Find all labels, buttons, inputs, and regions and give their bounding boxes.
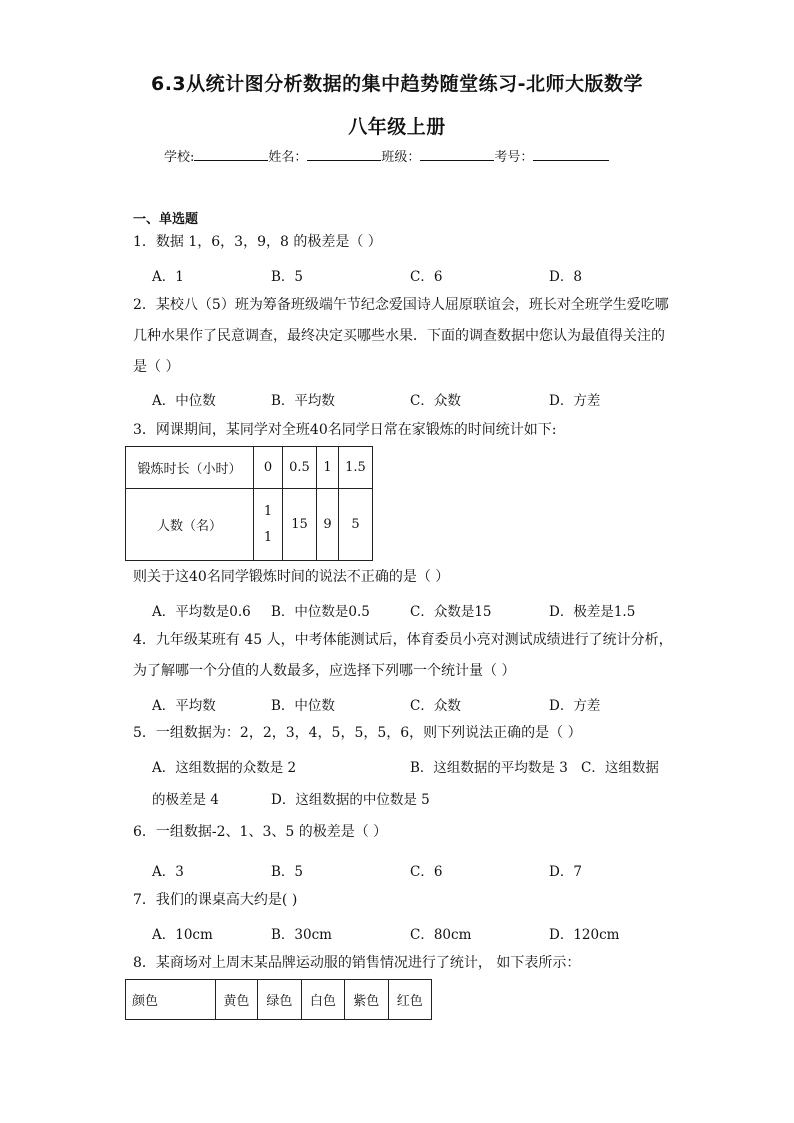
page-title: 6.3从统计图分析数据的集中趋势随堂练习-北师大版数学 [150, 73, 644, 95]
name-label: 姓名： [268, 150, 308, 165]
question-2-line-1: 2．某校八（5）班为筹备班级端午节纪念爱国诗人屈原联谊会，班长对全班学生爱吃哪 [133, 297, 669, 313]
student-info [164, 146, 609, 165]
table-header-cell: 0.5 [283, 447, 317, 489]
sales-color-table [125, 979, 432, 1020]
table-cell: 1 1 [254, 489, 283, 561]
question-1: 1．数据 1，6，3，9，8 的极差是（ ） [133, 234, 382, 250]
q2-option-b[interactable]: B．平均数 [271, 393, 335, 409]
q6-option-d[interactable]: D．7 [549, 864, 582, 880]
question-2-line-3: 是（ ） [133, 359, 180, 375]
q6-option-c[interactable]: C．6 [410, 864, 443, 880]
name-field[interactable] [307, 146, 381, 161]
section-title: 一、单选题 [133, 212, 199, 227]
q3-option-c[interactable]: C．众数是15 [410, 604, 492, 620]
q6-option-b[interactable]: B．5 [271, 864, 304, 880]
q2-option-a[interactable]: A．中位数 [152, 393, 216, 409]
q4-option-b[interactable]: B．中位数 [271, 698, 335, 714]
q5-option-d[interactable]: D．这组数据的中位数是 5 [271, 792, 430, 808]
question-5: 5．一组数据为：2，2，3，4，5，5，5，6，则下列说法正确的是（ ） [133, 725, 582, 741]
class-label: 班级： [381, 150, 421, 165]
question-7: 7．我们的课桌高大约是( ) [133, 892, 298, 908]
q5-option-c[interactable]: C．这组数据 [581, 760, 659, 776]
table-cell: 9 [317, 489, 339, 561]
q5-option-c-cont[interactable]: 的极差是 4 [152, 792, 219, 808]
q4-option-d[interactable]: D．方差 [549, 698, 601, 714]
table-header-cell: 1 [317, 447, 339, 489]
q3-option-b[interactable]: B．中位数是0.5 [271, 604, 370, 620]
table-row-label: 人数（名） [126, 489, 254, 561]
q2-option-d[interactable]: D．方差 [549, 393, 601, 409]
number-label: 考号： [494, 150, 534, 165]
table-header-cell: 0 [254, 447, 283, 489]
table-header-cell: 锻炼时长（小时） [126, 447, 254, 489]
q7-option-a[interactable]: A．10cm [152, 927, 213, 943]
page-subtitle: 八年级上册 [348, 116, 446, 138]
q4-option-c[interactable]: C．众数 [410, 698, 461, 714]
q6-option-a[interactable]: A．3 [152, 864, 184, 880]
table-header-cell: 红色 [388, 980, 431, 1020]
table-header-cell: 黄色 [215, 980, 257, 1020]
question-6: 6．一组数据-2、1、3、5 的极差是（ ） [133, 824, 388, 840]
question-3-followup: 则关于这40名同学锻炼时间的说法不正确的是（ ） [133, 569, 450, 585]
question-2-line-2: 几种水果作了民意调查，最终决定买哪些水果．下面的调查数据中您认为最值得关注的 [133, 328, 665, 344]
q7-option-d[interactable]: D．120cm [549, 927, 620, 943]
question-3: 3．网课期间，某同学对全班40名同学日常在家锻炼的时间统计如下: [133, 422, 557, 438]
exercise-time-table [125, 446, 373, 561]
table-header-cell: 1.5 [339, 447, 373, 489]
q7-option-b[interactable]: B．30cm [271, 927, 332, 943]
q1-option-b[interactable]: B．5 [271, 269, 304, 285]
table-header-cell: 紫色 [345, 980, 388, 1020]
table-cell: 5 [339, 489, 373, 561]
q5-option-a[interactable]: A．这组数据的众数是 2 [152, 760, 297, 776]
table-header-cell: 白色 [301, 980, 344, 1020]
table-header-cell: 绿色 [258, 980, 301, 1020]
class-field[interactable] [420, 146, 494, 161]
q1-option-c[interactable]: C．6 [410, 269, 443, 285]
question-8: 8．某商场对上周末某品牌运动服的销售情况进行了统计， 如下表所示： [133, 955, 581, 971]
q4-option-a[interactable]: A．平均数 [152, 698, 216, 714]
school-label: 学校: [164, 150, 195, 165]
q7-option-c[interactable]: C．80cm [410, 927, 472, 943]
q2-option-c[interactable]: C．众数 [410, 393, 461, 409]
table-header-cell: 颜色 [126, 980, 216, 1020]
q3-option-a[interactable]: A．平均数是0.6 [152, 604, 251, 620]
q5-option-b[interactable]: B．这组数据的平均数是 3 [410, 760, 568, 776]
question-4-line-2: 为了解哪一个分值的人数最多，应选择下列哪一个统计量（ ） [133, 663, 516, 679]
number-field[interactable] [533, 146, 609, 161]
table-cell: 15 [283, 489, 317, 561]
q1-option-d[interactable]: D．8 [549, 269, 582, 285]
question-4-line-1: 4．九年级某班有 45 人，中考体能测试后，体育委员小亮对测试成绩进行了统计分析， [133, 632, 673, 648]
school-field[interactable] [194, 146, 268, 161]
q1-option-a[interactable]: A．1 [152, 269, 184, 285]
q3-option-d[interactable]: D．极差是1.5 [549, 604, 636, 620]
